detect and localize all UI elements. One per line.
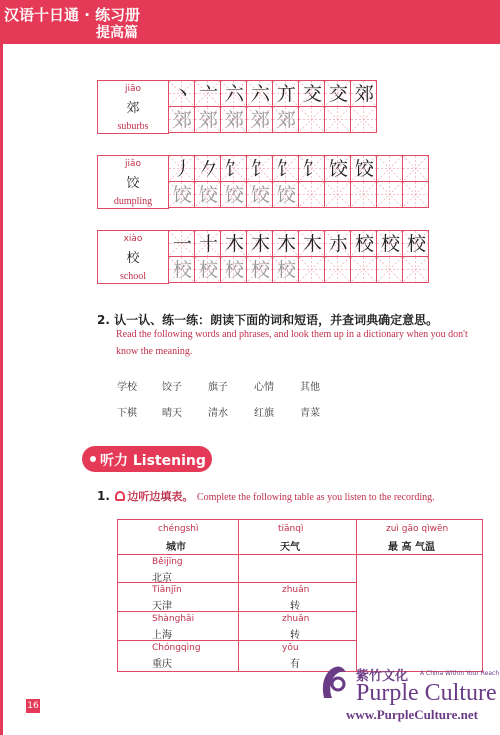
stroke-step: 丿 xyxy=(172,158,192,180)
practice-cell xyxy=(220,230,247,257)
city-pinyin: Běijīng xyxy=(152,557,183,567)
weather-fill: 转 xyxy=(290,630,300,641)
weather-fill: 转 xyxy=(290,601,300,612)
practice-cell[interactable] xyxy=(272,106,299,133)
stroke-step: 六 xyxy=(224,83,244,105)
brand-tagline: A China Within Your Reach xyxy=(420,670,500,677)
header-label: 城市 xyxy=(166,542,186,553)
practice-cell[interactable] xyxy=(168,181,195,208)
practice-cell xyxy=(324,155,351,182)
char-english: suburbs xyxy=(117,121,149,132)
brand-url[interactable]: www.PurpleCulture.net xyxy=(346,707,478,722)
vocab-word: 饺子 xyxy=(162,382,182,393)
header-label: 最 高 气温 xyxy=(388,542,435,553)
practice-cell xyxy=(194,155,221,182)
practice-cell xyxy=(350,155,377,182)
exercise-2-english: Read the following words and phrases, and look them up in a dictionary when you don't know the meaning. xyxy=(116,329,468,357)
practice-cell xyxy=(324,230,351,257)
practice-cell[interactable] xyxy=(220,256,247,283)
stroke-step: 𠂊 xyxy=(198,158,218,180)
header-pinyin: chéngshì xyxy=(158,524,199,534)
book-subtitle: 提高篇 xyxy=(96,25,138,41)
practice-cell xyxy=(402,155,429,182)
trace-char: 饺 xyxy=(172,184,192,206)
weather-pinyin: yǒu xyxy=(282,643,299,653)
char-label-box xyxy=(97,80,169,134)
stroke-step: 饣 xyxy=(250,158,270,180)
char-english: school xyxy=(119,271,147,282)
stroke-step: 郊 xyxy=(354,83,374,105)
trace-char: 郊 xyxy=(224,109,244,131)
practice-cell[interactable] xyxy=(220,106,247,133)
vocab-word: 红旗 xyxy=(254,408,274,419)
practice-cell xyxy=(376,230,403,257)
trace-char: 校 xyxy=(250,259,270,281)
vocab-word: 旗子 xyxy=(208,382,228,393)
practice-cell[interactable] xyxy=(194,181,221,208)
headphones-icon xyxy=(115,491,125,501)
stroke-step: 丶 xyxy=(172,83,192,105)
stroke-step: 交 xyxy=(302,83,322,105)
char-pinyin: jiāo xyxy=(124,84,142,94)
trace-char: 郊 xyxy=(172,109,192,131)
practice-cell[interactable] xyxy=(350,256,377,283)
char-pinyin: xiào xyxy=(123,234,143,244)
vocab-word: 其他 xyxy=(300,382,320,393)
stroke-step: 饣 xyxy=(302,158,322,180)
stroke-step: 饣 xyxy=(276,158,296,180)
city-name: 上海 xyxy=(152,630,172,641)
stroke-step: 木 xyxy=(276,233,296,255)
practice-cell[interactable] xyxy=(272,256,299,283)
trace-char: 饺 xyxy=(250,184,270,206)
page-number: 16 xyxy=(27,701,39,711)
listening-instruction: 1. 边听边填表。 Complete the following table as you listen to the recording. xyxy=(97,489,435,503)
practice-cell[interactable] xyxy=(376,256,403,283)
trace-char: 郊 xyxy=(250,109,270,131)
stroke-step: 校 xyxy=(380,233,400,255)
trace-char: 校 xyxy=(224,259,244,281)
header-bar xyxy=(0,0,500,44)
practice-cell[interactable] xyxy=(168,256,195,283)
practice-cell[interactable] xyxy=(350,181,377,208)
practice-cell[interactable] xyxy=(194,256,221,283)
practice-cell xyxy=(220,80,247,107)
practice-cell[interactable] xyxy=(402,256,429,283)
practice-cell xyxy=(194,80,221,107)
exercise-2-instruction: 2. 认一认、练一练：朗读下面的词和短语，并查词典确定意思。 xyxy=(97,313,439,327)
city-name: 北京 xyxy=(152,573,172,584)
header-label: 天气 xyxy=(280,542,300,553)
brand-name: Purple Culture xyxy=(356,680,497,706)
city-pinyin: Tiānjīn xyxy=(152,585,182,595)
practice-cell[interactable] xyxy=(246,106,273,133)
weather-fill: 有 xyxy=(290,659,300,670)
listening-heading: 听力 Listening xyxy=(82,446,212,472)
practice-cell[interactable] xyxy=(246,256,273,283)
bullet-icon xyxy=(90,456,96,462)
weather-pinyin: zhuǎn xyxy=(282,585,310,595)
book-title: 汉语十日通 · 练习册 xyxy=(4,6,141,24)
practice-cell xyxy=(168,80,195,107)
trace-char: 校 xyxy=(276,259,296,281)
vocab-word: 学校 xyxy=(117,382,137,393)
practice-cell[interactable] xyxy=(298,106,325,133)
practice-cell xyxy=(298,155,325,182)
char-english: dumpling xyxy=(113,196,153,207)
stroke-step: 亠 xyxy=(198,83,218,105)
char-char: 郊 xyxy=(126,101,140,116)
exercise-2-text: 认一认、练一练：朗读下面的词和短语，并查词典确定意思。 xyxy=(114,313,439,327)
practice-cell xyxy=(168,230,195,257)
stroke-step: 木 xyxy=(302,233,322,255)
vocab-word: 清水 xyxy=(208,408,228,419)
practice-cell xyxy=(168,155,195,182)
weather-table xyxy=(117,519,483,672)
stroke-step: 校 xyxy=(354,233,374,255)
weather-pinyin: zhuǎn xyxy=(282,614,310,624)
char-label-box xyxy=(97,230,169,284)
stroke-step: 木 xyxy=(224,233,244,255)
practice-cell xyxy=(402,230,429,257)
city-pinyin: Chóngqìng xyxy=(152,643,201,653)
stroke-step: 一 xyxy=(172,233,192,255)
vocab-word: 下棋 xyxy=(117,408,137,419)
trace-char: 郊 xyxy=(198,109,218,131)
char-pinyin: jiǎo xyxy=(124,159,142,169)
trace-char: 饺 xyxy=(224,184,244,206)
table-divider xyxy=(238,520,239,672)
vocab-word: 心情 xyxy=(254,382,274,393)
stroke-step: 十 xyxy=(198,233,218,255)
practice-cell[interactable] xyxy=(298,256,325,283)
char-label-box xyxy=(97,155,169,209)
practice-cell xyxy=(272,80,299,107)
practice-cell[interactable] xyxy=(324,256,351,283)
trace-char: 饺 xyxy=(198,184,218,206)
practice-cell xyxy=(350,230,377,257)
char-char: 饺 xyxy=(126,176,140,191)
practice-cell[interactable] xyxy=(324,181,351,208)
practice-cell xyxy=(194,230,221,257)
city-pinyin: Shànghǎi xyxy=(152,614,195,624)
practice-cell xyxy=(220,155,247,182)
trace-char: 饺 xyxy=(276,184,296,206)
char-char: 校 xyxy=(126,251,140,266)
practice-cell xyxy=(272,155,299,182)
practice-cell[interactable] xyxy=(376,181,403,208)
purple-culture-logo-icon xyxy=(318,662,350,702)
practice-cell[interactable] xyxy=(272,181,299,208)
practice-cell xyxy=(324,80,351,107)
practice-cell[interactable] xyxy=(298,181,325,208)
practice-cell xyxy=(376,155,403,182)
stroke-step: 六 xyxy=(250,83,270,105)
stroke-step: 朩 xyxy=(328,233,348,255)
practice-cell xyxy=(298,230,325,257)
vocab-word: 晴天 xyxy=(162,408,182,419)
stroke-step: 校 xyxy=(406,233,426,255)
practice-cell xyxy=(350,80,377,107)
practice-cell xyxy=(272,230,299,257)
practice-cell[interactable] xyxy=(350,106,377,133)
city-name: 天津 xyxy=(152,601,172,612)
stroke-step: 木 xyxy=(250,233,270,255)
practice-cell[interactable] xyxy=(402,181,429,208)
practice-cell xyxy=(246,230,273,257)
practice-cell[interactable] xyxy=(168,106,195,133)
trace-char: 校 xyxy=(172,259,192,281)
practice-cell xyxy=(246,80,273,107)
city-name: 重庆 xyxy=(152,659,172,670)
practice-cell[interactable] xyxy=(194,106,221,133)
practice-cell[interactable] xyxy=(246,181,273,208)
stroke-step: 饣 xyxy=(224,158,244,180)
practice-cell xyxy=(246,155,273,182)
practice-cell[interactable] xyxy=(324,106,351,133)
header-pinyin: zuì gāo qìwēn xyxy=(386,524,449,534)
trace-char: 郊 xyxy=(276,109,296,131)
brand-chinese: 紫竹文化 xyxy=(356,669,409,684)
stroke-step: 亣 xyxy=(276,83,296,105)
header-pinyin: tiānqì xyxy=(278,524,304,534)
stroke-step: 饺 xyxy=(328,158,348,180)
trace-char: 校 xyxy=(198,259,218,281)
practice-cell xyxy=(298,80,325,107)
vocab-word: 青菜 xyxy=(300,408,320,419)
practice-cell[interactable] xyxy=(220,181,247,208)
table-divider xyxy=(356,520,357,672)
stroke-step: 交 xyxy=(328,83,348,105)
table-divider xyxy=(118,554,482,555)
stroke-step: 饺 xyxy=(354,158,374,180)
